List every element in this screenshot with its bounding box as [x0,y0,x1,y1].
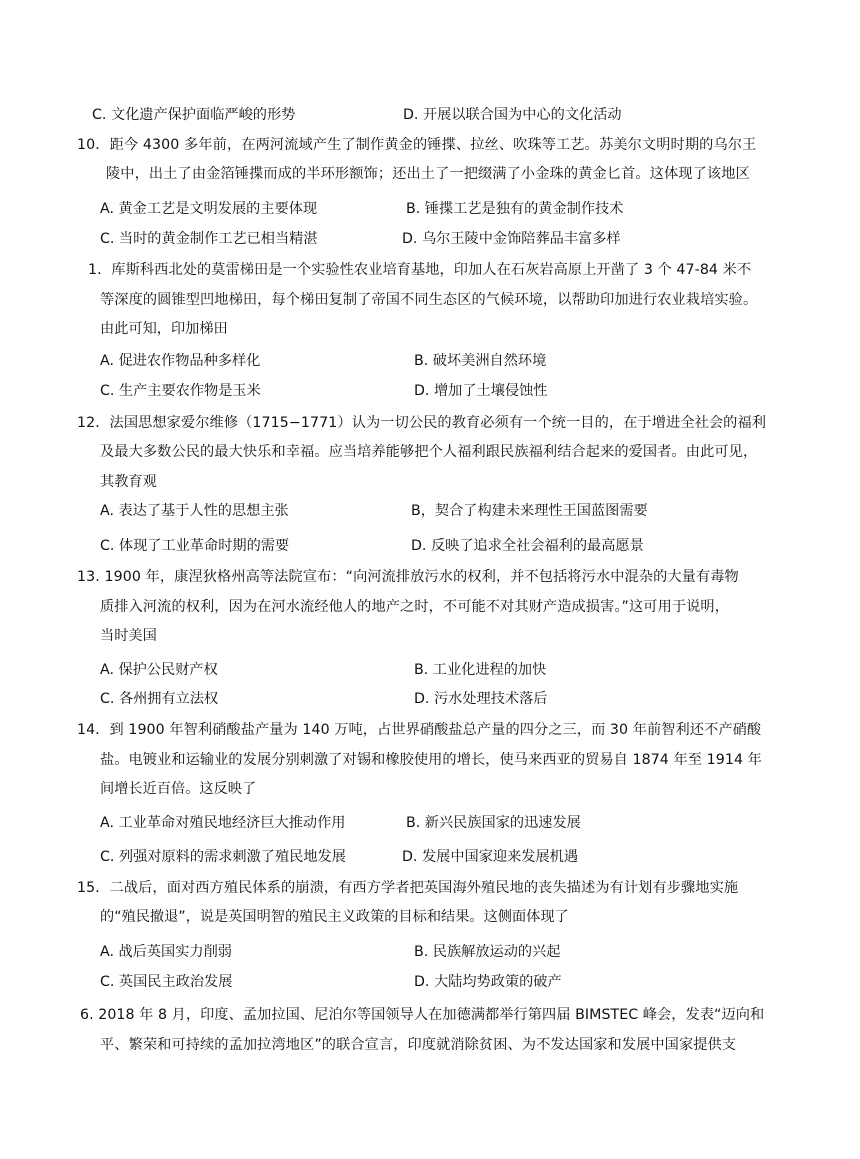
q9-option-c: C. 文化遗产保护面临严峻的形势 [92,107,296,123]
q10-option-c: C. 当时的黄金制作工艺已相当精湛 [100,231,318,247]
q11-stem-line-1: 1．库斯科西北处的莫雷梯田是一个实验性农业培育基地，印加人在石灰岩高原上开凿了 3 个 47-84 米不 [88,262,752,278]
q12-stem-line-3: 其教育观 [100,474,157,490]
q14-option-a: A. 工业革命对殖民地经济巨大推动作用 [100,815,346,831]
q10-stem-line-2: 陵中，出土了由金箔锤揲而成的半环形额饰；还出土了一把缀满了小金珠的黄金匕首。这体现了该地区 [106,166,750,182]
q15-option-a: A. 战后英国实力削弱 [100,944,232,960]
q14-stem-line-1: 14．到 1900 年智利硝酸盐产量为 140 万吨，占世界硝酸盐总产量的四分之三，而 30 年前智利还不产硝酸 [77,722,762,738]
q15-option-d: D. 大陆均势政策的破产 [414,974,562,990]
q13-option-b: B. 工业化进程的加快 [414,662,547,678]
q14-option-d: D. 发展中国家迎来发展机遇 [402,849,579,865]
q13-option-d: D. 污水处理技术落后 [414,691,548,707]
q12-option-a: A. 表达了基于人性的思想主张 [100,503,289,519]
q12-option-b: B，契合了构建未来理性王国蓝图需要 [411,503,648,519]
q11-option-d: D. 增加了土壤侵蚀性 [414,383,548,399]
q14-stem-line-3: 间增长近百倍。这反映了 [100,781,257,797]
q11-stem-line-3: 由此可知，印加梯田 [100,321,228,337]
q15-option-b: B. 民族解放运动的兴起 [414,944,561,960]
q12-stem-line-2: 及最大多数公民的最大快乐和幸福。应当培养能够把个人福利跟民族福利结合起来的爱国者。由此可见， [100,444,758,460]
q13-option-a: A. 保护公民财产权 [100,662,218,678]
q15-stem-line-1: 15．二战后，面对西方殖民体系的崩溃，有西方学者把英国海外殖民地的丧失描述为有计划有步骤地实施 [77,880,739,896]
q14-option-b: B. 新兴民族国家的迅速发展 [406,815,581,831]
q13-stem-line-3: 当时美国 [100,628,157,644]
q9-option-d: D. 开展以联合国为中心的文化活动 [403,107,622,123]
q14-stem-line-2: 盐。电镀业和运输业的发展分别刺激了对锡和橡胶使用的增长，使马来西亚的贸易自 1874 年至 1914 年 [100,752,762,768]
q10-option-d: D. 乌尔王陵中金饰陪葬品丰富多样 [402,231,621,247]
q15-option-c: C. 英国民主政治发展 [100,974,233,990]
q13-option-c: C. 各州拥有立法权 [100,691,219,707]
q16-stem-line-2: 平、繁荣和可持续的孟加拉湾地区”的联合宣言，印度就消除贫困、为不发达国家和发展中国家提供支 [100,1037,737,1053]
q11-option-a: A. 促进农作物品种多样化 [100,353,261,369]
q10-stem-line-1: 10．距今 4300 多年前，在两河流域产生了制作黄金的锤揲、拉丝、吹珠等工艺。苏美尔文明时期的乌尔王 [77,137,757,153]
q10-option-b: B. 锤揲工艺是独有的黄金制作技术 [406,201,624,217]
q11-option-c: C. 生产主要农作物是玉米 [100,383,261,399]
q12-option-d: D. 反映了追求全社会福利的最高愿景 [411,538,644,554]
q12-option-c: C. 体现了工业革命时期的需要 [100,538,290,554]
q16-stem-line-1: 6. 2018 年 8 月，印度、孟加拉国、尼泊尔等国领导人在加德满都举行第四届 BIMSTEC 峰会，发表“迈向和 [80,1007,765,1023]
q15-stem-line-2: 的“殖民撤退”，说是英国明智的殖民主义政策的目标和结果。这侧面体现了 [100,909,569,925]
q13-stem-line-2: 质排入河流的权利，因为在河水流经他人的地产之时，不可能不对其财产造成损害。”这可用于说明， [100,599,730,615]
q12-stem-line-1: 12．法国思想家爱尔维修（1715−1771）认为一切公民的教育必须有一个统一目的，在于增进全社会的福利 [77,415,767,431]
q11-stem-line-2: 等深度的圆锥型凹地梯田，每个梯田复制了帝国不同生态区的气候环境，以帮助印加进行农业栽培实验。 [100,292,758,308]
q11-option-b: B. 破坏美洲自然环境 [414,353,547,369]
q10-option-a: A. 黄金工艺是文明发展的主要体现 [100,201,318,217]
q13-stem-line-1: 13. 1900 年，康涅狄格州高等法院宣布：“向河流排放污水的权利，并不包括将污水中混杂的大量有毒物 [77,569,739,585]
q14-option-c: C. 列强对原料的需求刺激了殖民地发展 [100,849,346,865]
